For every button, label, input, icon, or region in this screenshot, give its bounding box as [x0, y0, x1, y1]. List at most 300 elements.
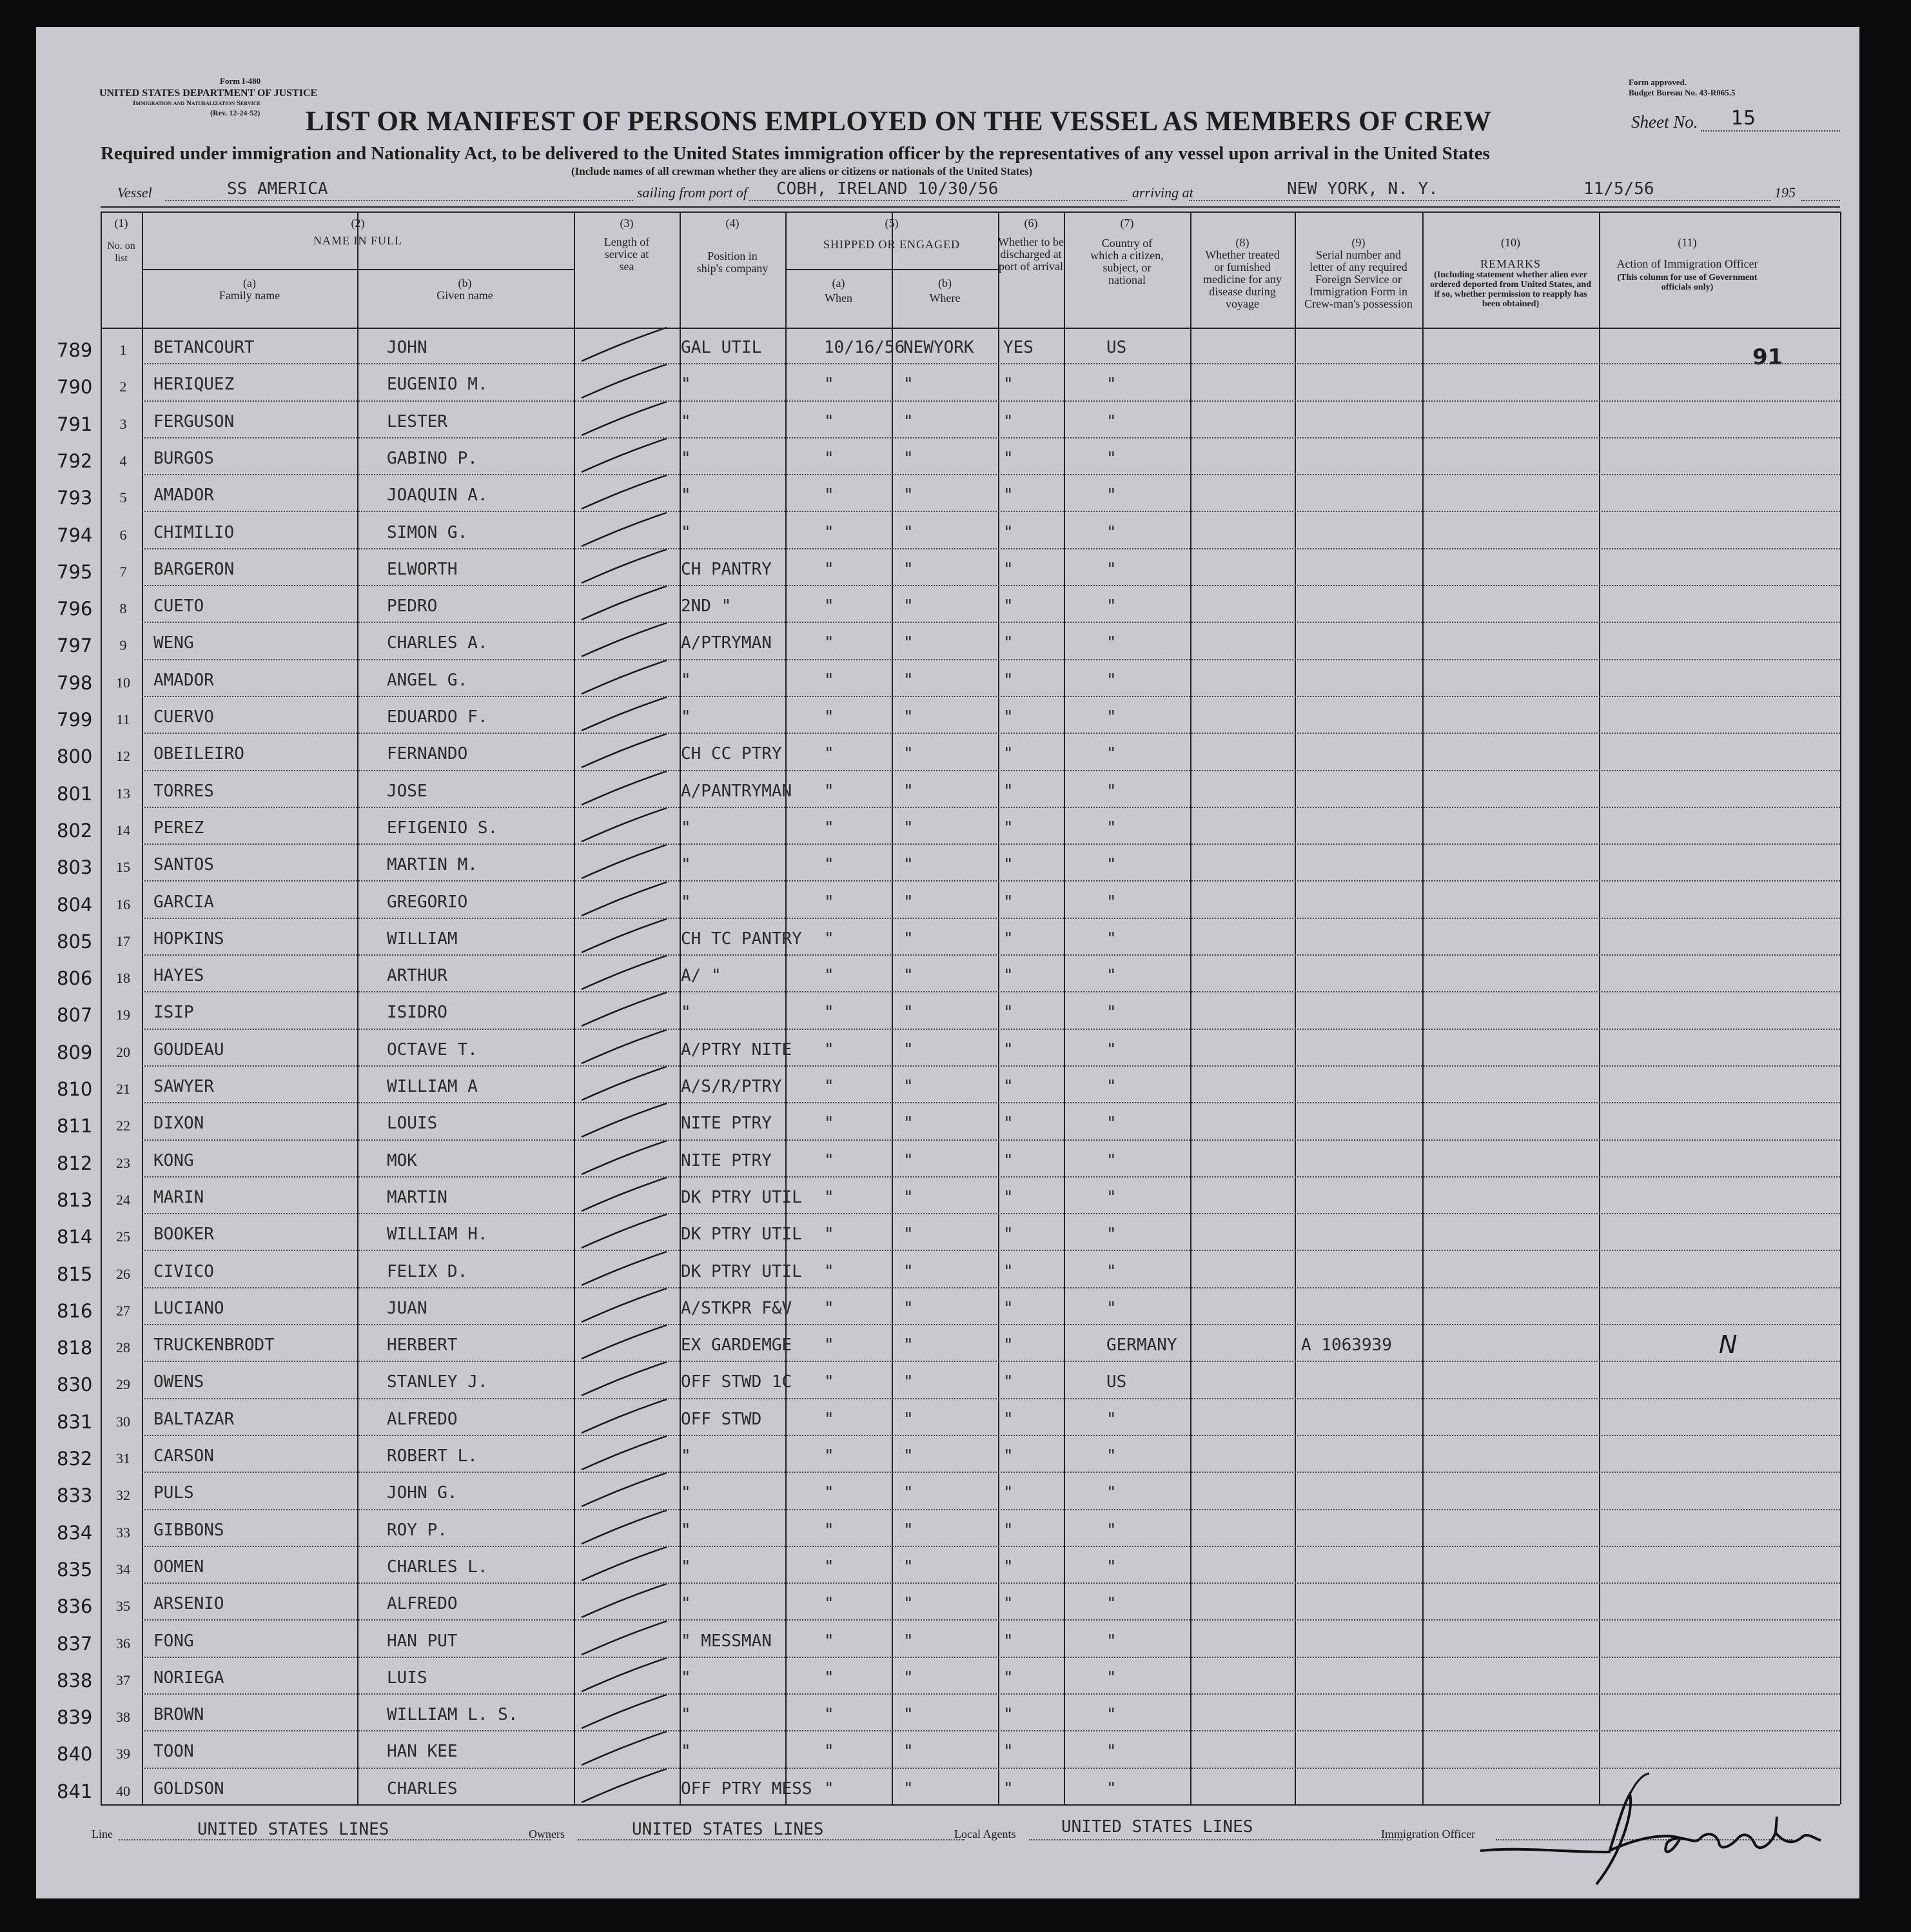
cell-where: " [903, 1779, 914, 1799]
col4-header: (4) Position in ship's company [696, 217, 769, 275]
cell-position: " [681, 1594, 691, 1614]
agency-name: UNITED STATES DEPARTMENT OF JUSTICE [99, 88, 318, 99]
col2a-header: (a) Family name [219, 277, 280, 302]
cell-given: WILLIAM [387, 929, 458, 949]
cell-disch: " [1003, 1705, 1014, 1725]
cell-where: " [903, 818, 914, 838]
cell-country: " [1106, 1742, 1117, 1762]
cell-country: " [1106, 486, 1117, 506]
cell-given: JOHN [387, 338, 427, 357]
ref-number: 813 [57, 1188, 93, 1211]
cell-when: " [824, 744, 834, 764]
cell-position: A/S/R/PTRY [681, 1077, 782, 1096]
cell-disch: " [1003, 929, 1014, 949]
cell-given: CHARLES [387, 1779, 458, 1799]
owners-label: Owners [529, 1828, 565, 1840]
cell-given: LESTER [387, 411, 447, 431]
cell-country: " [1106, 966, 1117, 986]
ref-number: 790 [57, 376, 93, 399]
cell-where: " [903, 1077, 914, 1096]
cell-position: DK PTRY UTIL [681, 1225, 802, 1245]
cell-disch: " [1003, 1557, 1014, 1577]
cell-when: " [824, 1372, 834, 1392]
cell-position: " [681, 1557, 691, 1577]
cell-given: ALFREDO [387, 1409, 458, 1429]
ref-number: 838 [57, 1669, 93, 1691]
ref-number: 797 [57, 635, 93, 657]
cell-when: 10/16/56 [824, 338, 905, 357]
cell-country: " [1106, 1003, 1117, 1023]
cell-position: " [681, 1003, 691, 1023]
cell-given: MARTIN [387, 1187, 447, 1207]
table-row [36, 1179, 1859, 1216]
cell-disch: " [1003, 1631, 1014, 1651]
cell-disch: " [1003, 1261, 1014, 1281]
cell-disch: " [1003, 1742, 1014, 1762]
cell-family: BURGOS [153, 448, 214, 468]
cell-where: " [903, 559, 914, 579]
header-rule [142, 269, 574, 270]
cell-where: " [903, 1187, 914, 1207]
cell-where: " [903, 892, 914, 912]
cell-country: " [1106, 633, 1117, 653]
cell-disch: " [1003, 744, 1014, 764]
ref-number: 835 [57, 1558, 93, 1581]
ref-number: 833 [57, 1484, 93, 1507]
table-row [36, 551, 1859, 587]
cell-disch: " [1003, 1446, 1014, 1466]
col6-header: (6) Whether to be discharged at port of arrival [998, 217, 1064, 273]
cell-disch: " [1003, 596, 1014, 616]
cell-family: BROWN [153, 1705, 204, 1725]
table-row [36, 1253, 1859, 1290]
table-row [36, 735, 1859, 772]
cell-country: " [1106, 448, 1117, 468]
cell-country: " [1106, 1187, 1117, 1207]
list-number: 38 [116, 1709, 130, 1726]
list-number: 34 [116, 1561, 130, 1577]
cell-country: " [1106, 1631, 1117, 1651]
cell-where: " [903, 1742, 914, 1762]
list-number: 16 [116, 896, 130, 912]
cell-position: " MESSMAN [681, 1631, 772, 1651]
ref-number: 791 [57, 413, 93, 435]
cell-given: HERBERT [387, 1336, 458, 1355]
cell-where: " [903, 486, 914, 506]
cell-family: BOOKER [153, 1225, 214, 1245]
cell-family: CHIMILIO [153, 522, 235, 542]
cell-given: EDUARDO F. [387, 707, 488, 727]
table-row [36, 1326, 1859, 1363]
col5a-header: (a) When [825, 277, 852, 304]
cell-country: " [1106, 1668, 1117, 1688]
cell-disch: " [1003, 670, 1014, 690]
table-row [36, 1659, 1859, 1696]
col9-header: (9) Serial number and letter of any required Foreign Service or Immigration Form in Crew-man's possession [1304, 236, 1413, 310]
list-number: 26 [116, 1265, 130, 1282]
ref-number: 815 [57, 1263, 93, 1285]
cell-family: DIXON [153, 1114, 204, 1134]
table-row [36, 1512, 1859, 1548]
list-number: 30 [116, 1413, 130, 1430]
ref-number: 802 [57, 819, 93, 842]
list-number: 13 [116, 785, 130, 802]
header-rule [785, 269, 998, 270]
cell-given: HAN KEE [387, 1742, 458, 1762]
cell-family: AMADOR [153, 486, 214, 506]
list-number: 18 [116, 970, 130, 987]
cell-when: " [824, 707, 834, 727]
table-row [36, 1437, 1859, 1474]
cell-country: " [1106, 1261, 1117, 1281]
cell-family: HERIQUEZ [153, 375, 235, 395]
col11-header: (11) Action of Immigration Officer (This column for use of Government officials only) [1616, 236, 1758, 292]
vessel-name: SS AMERICA [227, 179, 328, 199]
cell-where: " [903, 1668, 914, 1688]
cell-where: " [903, 448, 914, 468]
line-value: UNITED STATES LINES [197, 1820, 389, 1839]
cell-where: " [903, 411, 914, 431]
cell-country: " [1106, 522, 1117, 542]
cell-where: " [903, 1261, 914, 1281]
cell-where: " [903, 707, 914, 727]
list-number: 28 [116, 1339, 130, 1356]
list-number: 37 [116, 1671, 130, 1688]
cell-family: SAWYER [153, 1077, 214, 1096]
ref-number: 792 [57, 449, 93, 472]
officer-mark: N [1719, 1330, 1738, 1359]
cell-position: " [681, 1668, 691, 1688]
ref-number: 804 [57, 893, 93, 916]
cell-disch: " [1003, 1040, 1014, 1060]
table-row [36, 883, 1859, 920]
table-row [36, 1401, 1859, 1437]
cell-family: FONG [153, 1631, 194, 1651]
ref-number: 793 [57, 487, 93, 509]
ref-number: 809 [57, 1041, 93, 1063]
list-number: 1 [119, 342, 127, 358]
cell-disch: " [1003, 448, 1014, 468]
list-number: 6 [119, 526, 127, 543]
cell-where: " [903, 1040, 914, 1060]
cell-where: " [903, 1150, 914, 1170]
cell-given: ARTHUR [387, 966, 447, 986]
table-row [36, 920, 1859, 957]
ref-number: 806 [57, 967, 93, 990]
list-number: 4 [119, 452, 127, 469]
cell-given: JOHN G. [387, 1483, 458, 1503]
list-number: 36 [116, 1635, 130, 1651]
list-number: 31 [116, 1450, 130, 1466]
cell-position: OFF STWD [681, 1409, 762, 1429]
cell-disch: " [1003, 1668, 1014, 1688]
cell-family: PULS [153, 1483, 194, 1503]
service-check-mark [576, 1760, 673, 1811]
list-number: 25 [116, 1228, 130, 1245]
cell-disch: " [1003, 892, 1014, 912]
ref-number: 836 [57, 1595, 93, 1618]
col5b-header: (b) Where [929, 277, 961, 304]
cell-when: " [824, 1003, 834, 1023]
cell-position: DK PTRY UTIL [681, 1261, 802, 1281]
cell-position: " [681, 1705, 691, 1725]
cell-family: CUERVO [153, 707, 214, 727]
cell-given: WILLIAM A [387, 1077, 478, 1096]
cell-where: " [903, 1631, 914, 1651]
cell-disch: " [1003, 375, 1014, 395]
cell-disch: " [1003, 1409, 1014, 1429]
list-number: 12 [116, 748, 130, 765]
year-label: 195 [1774, 184, 1796, 201]
cell-given: EUGENIO M. [387, 375, 488, 395]
cell-when: " [824, 892, 834, 912]
table-row [36, 1363, 1859, 1400]
cell-position: NITE PTRY [681, 1150, 772, 1170]
cell-country: " [1106, 1594, 1117, 1614]
cell-position: A/ " [681, 966, 721, 986]
cell-family: HOPKINS [153, 929, 224, 949]
list-number: 9 [119, 637, 127, 654]
cell-disch: " [1003, 818, 1014, 838]
departure-port: COBH, IRELAND 10/30/56 [776, 179, 999, 199]
ref-number: 832 [57, 1448, 93, 1470]
cell-given: CHARLES A. [387, 633, 488, 653]
cell-family: TORRES [153, 781, 214, 801]
cell-disch: " [1003, 1483, 1014, 1503]
cell-given: LOUIS [387, 1114, 438, 1134]
cell-country: " [1106, 1150, 1117, 1170]
cell-when: " [824, 375, 834, 395]
col1-header: (1) No. on list [107, 217, 135, 264]
cell-disch: " [1003, 1077, 1014, 1096]
cell-family: AMADOR [153, 670, 214, 690]
cell-when: " [824, 1187, 834, 1207]
cell-family: GIBBONS [153, 1520, 224, 1540]
list-number: 33 [116, 1524, 130, 1541]
cell-when: " [824, 1446, 834, 1466]
cell-when: " [824, 1483, 834, 1503]
cell-family: OOMEN [153, 1557, 204, 1577]
table-row [36, 1474, 1859, 1511]
cell-position: " [681, 1520, 691, 1540]
cell-when: " [824, 522, 834, 542]
cell-given: PEDRO [387, 596, 438, 616]
cell-when: " [824, 1150, 834, 1170]
form-approved: Form approved. [1629, 77, 1687, 87]
cell-where: " [903, 1557, 914, 1577]
cell-when: " [824, 1705, 834, 1725]
ref-number: 794 [57, 524, 93, 546]
cell-given: MOK [387, 1150, 417, 1170]
cell-position: GAL UTIL [681, 338, 762, 357]
cell-given: WILLIAM L. S. [387, 1705, 518, 1725]
cell-country: " [1106, 1040, 1117, 1060]
table-row [36, 587, 1859, 624]
cell-where: " [903, 1594, 914, 1614]
ref-number: 795 [57, 560, 93, 583]
vessel-label: Vessel [117, 184, 152, 201]
cell-disch: " [1003, 1003, 1014, 1023]
cell-family: MARIN [153, 1187, 204, 1207]
cell-when: " [824, 670, 834, 690]
list-number: 2 [119, 379, 127, 395]
cell-where: " [903, 1225, 914, 1245]
table-row [36, 1290, 1859, 1326]
cell-when: " [824, 1409, 834, 1429]
ref-number: 799 [57, 709, 93, 731]
cell-disch: " [1003, 1150, 1014, 1170]
cell-where: " [903, 1003, 914, 1023]
subtitle: Required under immigration and Nationality Act, to be delivered to the United States immigration officer by the representatives of any vessel upon arrival in the United States [101, 143, 1490, 164]
col10-header: (10) REMARKS (Including statement whether alien ever ordered deported from United States, and if so, whether permission to reapply has been obtained) [1430, 236, 1591, 309]
cell-given: FELIX D. [387, 1261, 468, 1281]
col2b-header: (b) Given name [436, 277, 493, 302]
table-row [36, 662, 1859, 698]
cell-family: SANTOS [153, 855, 214, 875]
ref-number: 840 [57, 1743, 93, 1766]
cell-where: " [903, 1520, 914, 1540]
cell-position: " [681, 522, 691, 542]
cell-given: GREGORIO [387, 892, 468, 912]
cell-when: " [824, 1040, 834, 1060]
cell-given: MARTIN M. [387, 855, 478, 875]
cell-family: NORIEGA [153, 1668, 224, 1688]
list-number: 24 [116, 1191, 130, 1208]
cell-country: " [1106, 1298, 1117, 1318]
table-row [36, 403, 1859, 440]
officer-label: Immigration Officer [1381, 1828, 1476, 1840]
cell-where: " [903, 633, 914, 653]
ref-number: 811 [57, 1115, 93, 1138]
cell-country: " [1106, 707, 1117, 727]
arrival-date: 11/5/56 [1583, 179, 1654, 199]
cell-where: " [903, 1298, 914, 1318]
cell-given: ALFREDO [387, 1594, 458, 1614]
cell-position: " [681, 411, 691, 431]
cell-when: " [824, 855, 834, 875]
cell-country: " [1106, 1077, 1117, 1096]
table-row [36, 440, 1859, 477]
cell-given: SIMON G. [387, 522, 468, 542]
cell-when: " [824, 1631, 834, 1651]
ref-number: 839 [57, 1706, 93, 1729]
cell-disch: " [1003, 559, 1014, 579]
list-number: 32 [116, 1487, 130, 1504]
table-row [36, 477, 1859, 513]
table-row [36, 957, 1859, 994]
table-row [36, 698, 1859, 735]
cell-country: " [1106, 1557, 1117, 1577]
cell-country: " [1106, 1446, 1117, 1466]
cell-country: " [1106, 670, 1117, 690]
cell-when: " [824, 559, 834, 579]
cell-position: " [681, 707, 691, 727]
cell-given: OCTAVE T. [387, 1040, 478, 1060]
cell-position: 2ND " [681, 596, 732, 616]
cell-position: " [681, 486, 691, 506]
manifest-sheet [36, 27, 1859, 1898]
col2-header: (2) NAME IN FULL [313, 217, 402, 247]
cell-family: WENG [153, 633, 194, 653]
cell-family: HAYES [153, 966, 204, 986]
cell-disch: " [1003, 707, 1014, 727]
cell-where: " [903, 966, 914, 986]
ref-number: 810 [57, 1078, 93, 1100]
cell-where: " [903, 1705, 914, 1725]
ref-number: 798 [57, 671, 93, 694]
list-number: 5 [119, 489, 127, 506]
cell-country: " [1106, 411, 1117, 431]
service-name: Immigration and Naturalization Service [133, 99, 260, 107]
cell-country: US [1106, 338, 1127, 357]
cell-position: DK PTRY UTIL [681, 1187, 802, 1207]
cell-family: OWENS [153, 1372, 204, 1392]
cell-disch: " [1003, 1187, 1014, 1207]
cell-when: " [824, 1077, 834, 1096]
cell-disch: " [1003, 855, 1014, 875]
sheet-label: Sheet No. [1631, 112, 1698, 132]
cell-country: " [1106, 1114, 1117, 1134]
cell-when: " [824, 448, 834, 468]
cell-given: ROBERT L. [387, 1446, 478, 1466]
list-number: 14 [116, 822, 130, 838]
list-number: 11 [116, 711, 130, 727]
cell-when: " [824, 1668, 834, 1688]
table-row [36, 1105, 1859, 1141]
cell-family: OBEILEIRO [153, 744, 244, 764]
table-row [36, 1142, 1859, 1179]
ref-number: 789 [57, 339, 93, 361]
cell-family: FERGUSON [153, 411, 235, 431]
cell-where: " [903, 1446, 914, 1466]
cell-where: " [903, 1483, 914, 1503]
list-number: 23 [116, 1154, 130, 1171]
cell-given: GABINO P. [387, 448, 478, 468]
cell-country: " [1106, 1409, 1117, 1429]
ref-number: 841 [57, 1780, 93, 1802]
list-number: 29 [116, 1376, 130, 1393]
cell-position: A/STKPR F&V [681, 1298, 792, 1318]
cell-country: " [1106, 559, 1117, 579]
cell-country: " [1106, 1520, 1117, 1540]
cell-given: FERNANDO [387, 744, 468, 764]
cell-family: PEREZ [153, 818, 204, 838]
cell-where: " [903, 1336, 914, 1355]
cell-country: " [1106, 781, 1117, 801]
table-row [36, 1696, 1859, 1733]
cell-position: " [681, 1483, 691, 1503]
cell-given: WILLIAM H. [387, 1225, 488, 1245]
list-number: 3 [119, 415, 127, 432]
table-row [36, 1216, 1859, 1252]
ref-number: 830 [57, 1374, 93, 1396]
list-number: 39 [116, 1746, 130, 1762]
cell-disch: " [1003, 411, 1014, 431]
cell-where: " [903, 1114, 914, 1134]
cell-where: " [903, 781, 914, 801]
cell-when: " [824, 1779, 834, 1799]
cell-when: " [824, 1114, 834, 1134]
cell-family: LUCIANO [153, 1298, 224, 1318]
crew-note: (Include names of all crewman whether they are aliens or citizens or nationals of the United States) [571, 165, 1033, 177]
cell-family: GARCIA [153, 892, 214, 912]
cell-position: EX GARDEMGE [681, 1336, 792, 1355]
cell-when: " [824, 966, 834, 986]
agents-value: UNITED STATES LINES [1061, 1817, 1253, 1837]
budget-bureau: Budget Bureau No. 43-R065.5 [1629, 88, 1736, 97]
table-row [36, 366, 1859, 402]
cell-disch: " [1003, 1372, 1014, 1392]
